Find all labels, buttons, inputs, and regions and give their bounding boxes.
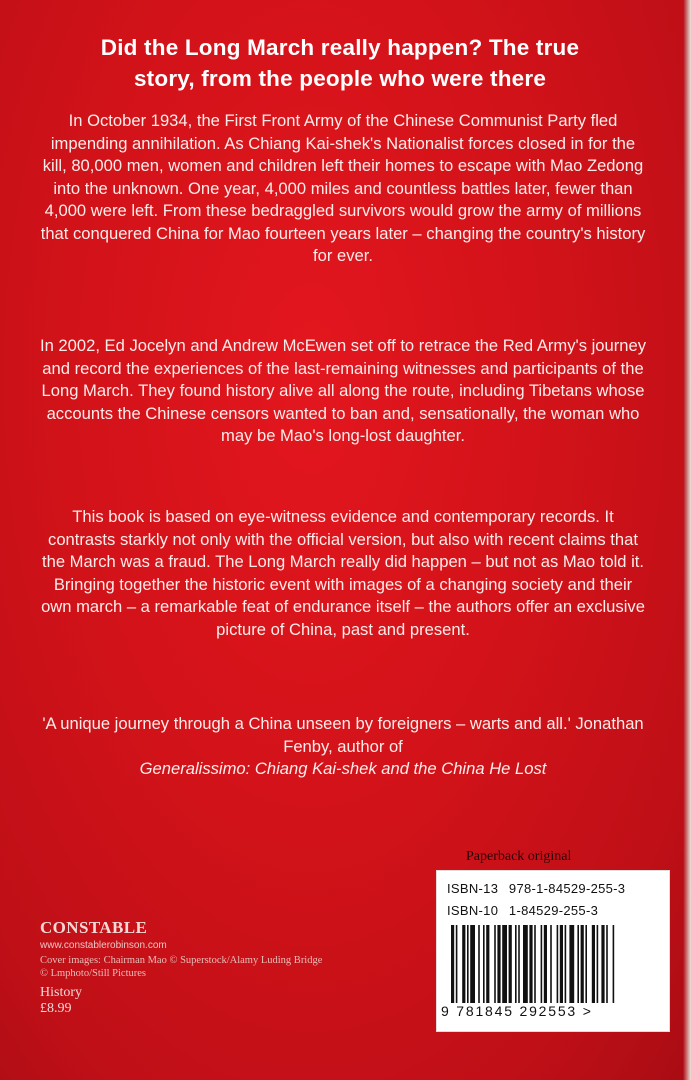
- barcode-bar: [541, 925, 543, 1003]
- barcode-bar: [557, 925, 559, 1003]
- isbn-13-label: ISBN-13: [447, 881, 499, 896]
- barcode-bar: [518, 925, 520, 1003]
- barcode-bar: [494, 925, 496, 1003]
- publisher-name: CONSTABLE: [40, 918, 148, 937]
- barcode-bar: [467, 925, 469, 1003]
- publisher-block: [40, 918, 340, 1017]
- headline-line-1: Did the Long March really happen? The true: [100, 35, 580, 60]
- barcode-bar: [550, 925, 552, 1003]
- isbn-13-value: 978-1-84529-255-3: [508, 881, 626, 896]
- barcode-digits: 9 781845 292553 >: [441, 1003, 593, 1019]
- barcode-bar: [597, 925, 599, 1003]
- category-label: History: [40, 985, 82, 1000]
- barcode-bar: [509, 925, 512, 1003]
- headline: [20, 32, 660, 94]
- barcode-bar: [523, 925, 528, 1003]
- publisher-website: www.constablerobinson.com: [40, 940, 167, 951]
- isbn-10-label: ISBN-10: [447, 903, 499, 918]
- barcode-bar: [478, 925, 480, 1003]
- isbn-13-row: [447, 881, 625, 896]
- isbn-barcode-panel: [436, 870, 670, 1032]
- edition-label: Paperback original: [466, 849, 572, 864]
- barcode-bar: [569, 925, 574, 1003]
- isbn-10-row: [447, 903, 598, 918]
- barcode-bar: [534, 925, 536, 1003]
- headline-line-2: story, from the people who were there: [133, 66, 547, 91]
- barcode-bar: [486, 925, 489, 1003]
- barcode-bar: [585, 925, 587, 1003]
- barcode-bar: [451, 925, 454, 1003]
- barcode-bar: [529, 925, 532, 1003]
- review-quote-text: 'A unique journey through a China unseen by foreigners – warts and all.' Jonathan Fenby, author of: [42, 714, 644, 756]
- barcode-bar: [497, 925, 500, 1003]
- barcode-bar: [502, 925, 507, 1003]
- barcode-bar: [470, 925, 475, 1003]
- barcode-bar: [456, 925, 458, 1003]
- barcode-graphic: [451, 925, 655, 1003]
- barcode-bar: [606, 925, 608, 1003]
- barcode-bar: [565, 925, 567, 1003]
- barcode-bar: [581, 925, 584, 1003]
- barcode-bar: [515, 925, 517, 1003]
- cover-credits: Cover images: Chairman Mao © Superstock/Alamy Luding Bridge © Lmphoto/Still Pictures: [40, 955, 323, 979]
- blurb-paragraph-2: In 2002, Ed Jocelyn and Andrew McEwen set off to retrace the Red Army's journey and record the experiences of the last-remaining witnesses and participants of the Long March. They found history alive all along the route, including Tibetans whose accounts the Chinese censors wanted to ban and, sensationally, the woman who may be Mao's long-lost daughter.: [39, 336, 647, 445]
- isbn-10-value: 1-84529-255-3: [508, 903, 599, 918]
- blurb-paragraph-3: This book is based on eye-witness evidence and contemporary records. It contrasts starkly not only with the official version, but also with recent claims that the March was a fraud. The Long March really did happen – but not as Mao told it. Bringing together the historic event with images of a changing society and their own march – a remarkable feat of endurance itself – the authors offer an exclusive picture of China, past and present.: [41, 507, 645, 639]
- barcode-bar: [560, 925, 563, 1003]
- review-quote: [38, 713, 648, 781]
- barcode-bar: [601, 925, 604, 1003]
- review-book-title: Generalissimo: Chiang Kai-shek and the China He Lost: [139, 759, 547, 778]
- price-label: £8.99: [40, 1001, 72, 1016]
- barcode-bar: [592, 925, 595, 1003]
- barcode-bar: [577, 925, 579, 1003]
- barcode-bar: [613, 925, 615, 1003]
- barcode-bar: [544, 925, 547, 1003]
- barcode-bar: [483, 925, 485, 1003]
- blurb-paragraph-1: In October 1934, the First Front Army of the Chinese Communist Party fled impending annihilation. As Chiang Kai-shek's Nationalist forces closed in for the kill, 80,000 men, women and children left their homes to escape with Mao Zedong into the unknown. One year, 4,000 miles and countless battles later, fewer than 4,000 were left. From these bedraggled survivors would grow the army of millions that conquered China for Mao fourteen years later – changing the country's history for ever.: [40, 111, 646, 265]
- barcode-bar: [462, 925, 465, 1003]
